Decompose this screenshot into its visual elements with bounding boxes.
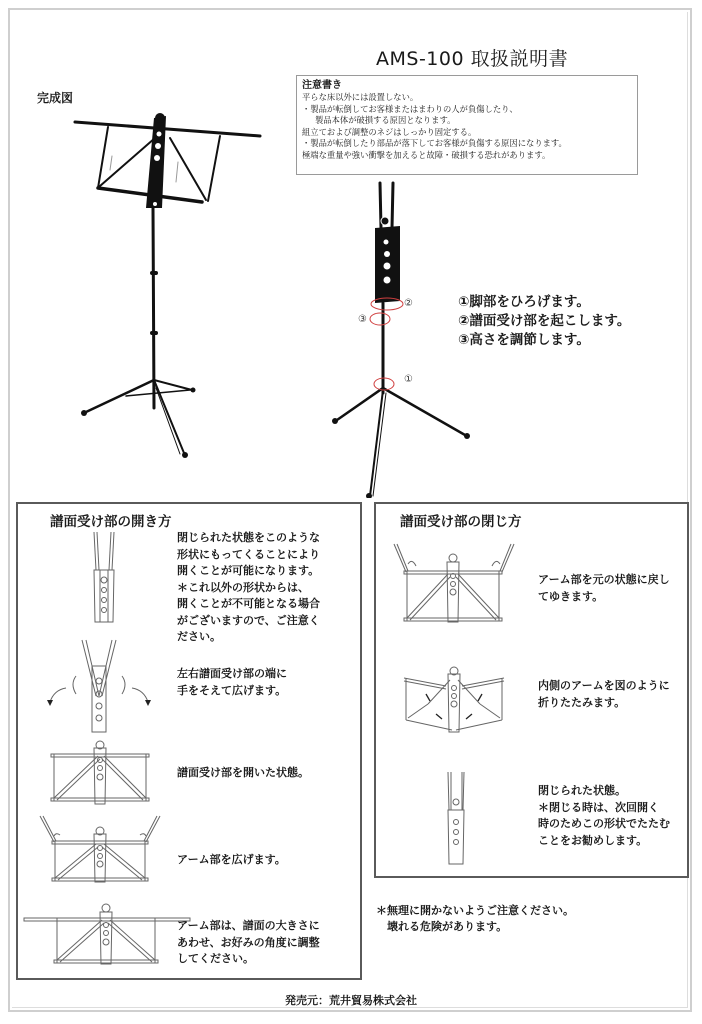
music-stand-assembled-icon [70, 108, 270, 468]
caution-heading: 注意書き [302, 80, 342, 91]
marker-2: ② [404, 298, 413, 309]
assembly-step: ②譜面受け部を起こします。 [458, 313, 631, 329]
caution-box [296, 75, 638, 175]
caution-line: 平らな床以外には設置しない。 [302, 92, 419, 102]
inner-arms-folding-icon [402, 664, 506, 740]
completed-figure-label: 完成図 [37, 91, 74, 105]
open-step-5-text: アーム部は、譜面の大きさに あわせ、お好みの角度に調整 してください。 [177, 919, 320, 965]
assembly-step: ③高さを調節します。 [458, 332, 590, 348]
close-step-2-text: 内側のアームを図のように 折りたたみます。 [538, 679, 670, 709]
open-section-title: 譜面受け部の開き方 [50, 514, 172, 530]
caution-line: ・製品が転倒してお客様またはまわりの人が負傷したり、 [302, 103, 518, 114]
assembly-step: ①脚部をひろげます。 [458, 294, 590, 310]
close-step-3-text: 閉じられた状態。 ＊閉じる時は、次回開く 時のためこの形状でたたむ ことをお勧めします。 [538, 784, 670, 847]
close-section-title: 譜面受け部の閉じ方 [400, 514, 522, 530]
opened-desk-icon [46, 738, 156, 808]
caution-line: ・製品が転倒したり部品が落下してお客様が負傷する原因になります。 [302, 138, 567, 149]
caution-line: 組立ておよび調整のネジはしっかり固定する。 [302, 126, 477, 137]
spreading-desk-icon [44, 636, 154, 736]
open-step-3-text: 譜面受け部を開いた状態。 [177, 766, 309, 779]
marker-1: ① [404, 374, 413, 385]
caution-line: 極端な重量や強い衝撃を加えると故障・破損する恐れがあります。 [302, 149, 551, 160]
closed-desk-icon [84, 530, 124, 626]
warning-note: ＊無理に開かないようご注意ください。 壊れる危険があります。 [376, 904, 574, 933]
publisher: 発売元：荒井貿易株式会社 [285, 994, 417, 1007]
arms-raising-icon [36, 814, 164, 884]
arms-returning-icon [390, 540, 518, 626]
closed-state-icon [446, 770, 466, 866]
arms-extended-icon [22, 900, 192, 970]
open-step-2-text: 左右譜面受け部の端に 手をそえて広げます。 [177, 667, 287, 697]
marker-3: ③ [358, 314, 367, 325]
close-step-1-text: アーム部を元の状態に戻し てゆきます。 [538, 573, 670, 603]
open-step-1-text: 閉じられた状態をこのような 形状にもってくることにより 開くことが可能になります。 ＊これ以外の形状からは、 開くことが不可能となる場合 がございますので、ご注意く ださい。 [177, 531, 320, 643]
assembly-steps [458, 293, 630, 350]
caution-line: 製品本体が破損する原因となります。 [315, 115, 456, 126]
document-title: AMS-100 取扱説明書 [376, 48, 569, 70]
open-step-4-text: アーム部を広げます。 [177, 853, 286, 866]
